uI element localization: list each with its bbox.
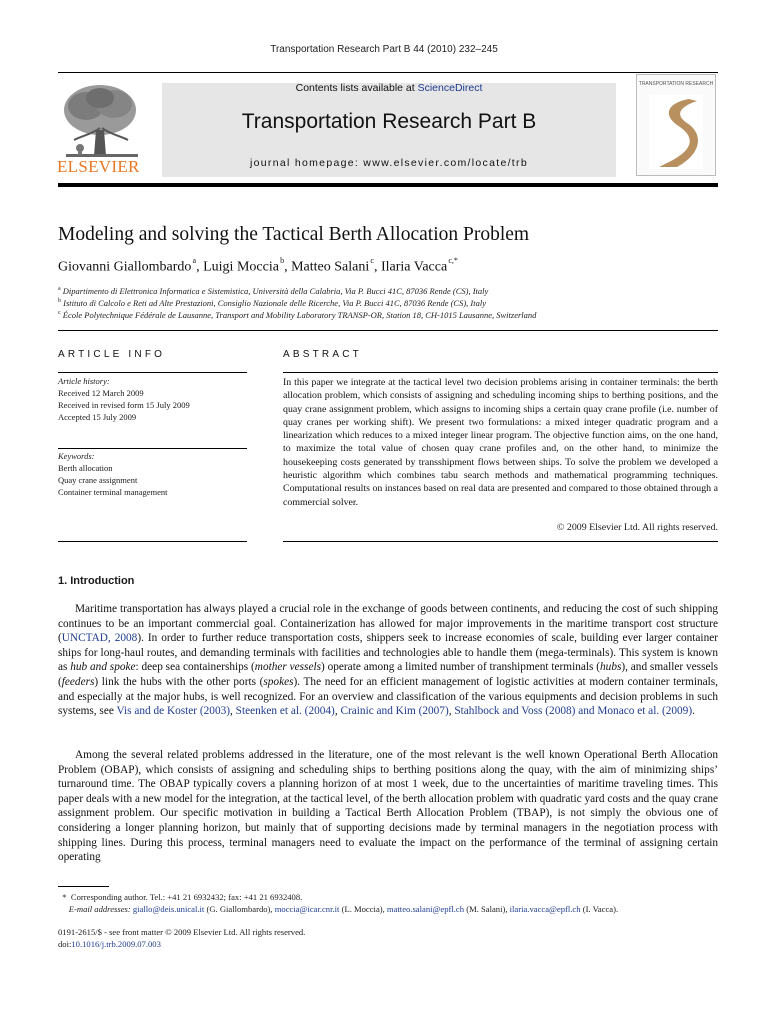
author-affiliation-mark: c bbox=[370, 256, 374, 265]
emphasis-text: feeders bbox=[61, 675, 95, 688]
cover-title: TRANSPORTATION RESEARCH bbox=[638, 81, 714, 87]
footnote-text: Corresponding author. Tel.: +41 21 6932432; fax: +41 21 6932408. bbox=[70, 892, 303, 902]
elsevier-wordmark: ELSEVIER bbox=[57, 157, 140, 176]
article-info-rule bbox=[58, 372, 247, 373]
email-owner: (M. Salani) bbox=[466, 904, 506, 914]
email-link[interactable]: ilaria.vacca@epfl.ch bbox=[509, 904, 581, 914]
citation-link[interactable]: Vis and de Koster (2003) bbox=[116, 705, 231, 718]
affiliation bbox=[58, 286, 718, 296]
citation-link[interactable]: Crainic and Kim (2007) bbox=[340, 705, 449, 718]
emphasis-text: hub and spoke bbox=[70, 661, 136, 674]
cover-road-graphic bbox=[637, 89, 715, 175]
contents-line bbox=[162, 82, 616, 94]
affiliation-text: Dipartimento di Elettronica Informatica e Sistemistica, Università della Calabria, Via P. Bucci 41C, 87036 Rende (CS), Italy bbox=[62, 286, 489, 296]
article-history-label: Article history: bbox=[58, 376, 110, 386]
history-item: Received 12 March 2009 bbox=[58, 388, 144, 398]
doi-prefix: doi: bbox=[58, 939, 72, 949]
text-run: , bbox=[448, 705, 455, 718]
email-link[interactable]: giallo@deis.unical.it bbox=[132, 904, 205, 914]
abstract-rule bbox=[283, 541, 718, 542]
keyword: Berth allocation bbox=[58, 463, 113, 473]
introduction-paragraph: Among the several related problems addressed in the literature, one of the most relevant is the well known Operational Berth Allocation Problem (OBAP), which consists of assigning and scheduling ships to berthing positions along the quay, with the aim of minimizing ships’ turnaround time. The OBAP typically covers a planning horizon of at most 1 week, due to the uncertainties of maritime traveling times. This paper deals with a new model for the integration, at the tactical level, of the berth allocation problem with quadratic yard costs and the quay crane assignment problem. Our specific motivation in building a Tactical Berth Allocation Problem (TBAP), is not simply the obvious one of considering a longer planning horizon, but mainly that of supporting decisions made by terminal managers in the negotiation process with shipping lines. During this process, terminal managers need to evaluate the impact on the performance of the terminal of assigning certain operating bbox=[58, 749, 718, 864]
introduction-paragraph bbox=[58, 602, 718, 719]
text-run: , bbox=[230, 705, 236, 718]
citation-link[interactable]: Stahlbock and Voss (2008) and Monaco et al. (2009) bbox=[454, 705, 693, 718]
abstract-rule bbox=[283, 372, 718, 373]
affiliation-mark: b bbox=[58, 298, 61, 305]
corresponding-author-footnote bbox=[58, 892, 718, 902]
text-run: . bbox=[692, 705, 695, 718]
introduction-heading: 1. Introduction bbox=[58, 575, 135, 587]
abstract-text: In this paper we integrate at the tactical level two decision problems arising in container terminals: the berth allocation problem, which consists of assigning and scheduling incoming ships to berthing positions, and the quay crane assignment problem, which assigns to incoming ships a certain quay crane profile (i.e. number of quay cranes per working shift). We present two formulations: a mixed integer quadratic program and a linearization which reduces to a mixed integer linear program. The objective function aims, on the one hand, to maximize the total value of chosen quay crane profiles and, on the other hand, to minimize the housekeeping costs generated by transshipment flows between ships. To solve the problem we developed a heuristic algorithm which combines tabu search methods and mathematical programming techniques. Computational results on instances based on real data are presented and compared to those obtained through a commercial solver. bbox=[283, 377, 718, 508]
email-link[interactable]: matteo.salani@epfl.ch bbox=[386, 904, 465, 914]
email-owner: (G. Giallombardo) bbox=[206, 904, 271, 914]
header-rule bbox=[58, 72, 718, 73]
abstract-heading: ABSTRACT bbox=[283, 349, 362, 360]
text-run: ), and smaller vessels ( bbox=[58, 661, 719, 688]
doi-line bbox=[58, 939, 161, 949]
author-name[interactable]: Giovanni Giallombardo bbox=[58, 259, 192, 275]
author-name[interactable]: Matteo Salani bbox=[291, 259, 370, 275]
journal-cover-thumbnail bbox=[636, 74, 716, 176]
author-name[interactable]: Luigi Moccia bbox=[203, 259, 279, 275]
front-matter-line: 0191-2615/$ - see front matter © 2009 Elsevier Ltd. All rights reserved. bbox=[58, 927, 306, 937]
affiliation bbox=[58, 298, 718, 308]
text-run: ). In order to further reduce transportation costs, shippers seek to increase economies of scale, building ever larger container ships for long-haul routes, and demanding terminals with facilities and technologies able to handle them (mega-terminals). This system is known as bbox=[58, 632, 718, 674]
text-run: , bbox=[334, 705, 341, 718]
abstract-copyright: © 2009 Elsevier Ltd. All rights reserved. bbox=[556, 522, 718, 533]
history-item: Accepted 15 July 2009 bbox=[58, 412, 137, 422]
keyword: Quay crane assignment bbox=[58, 475, 138, 485]
keywords-label: Keywords: bbox=[58, 451, 95, 461]
email-label: E-mail addresses: bbox=[68, 904, 131, 914]
doi-link[interactable]: 10.1016/j.trb.2009.07.003 bbox=[71, 939, 161, 949]
author-affiliation-mark: b bbox=[280, 256, 285, 265]
text-run: ) link the hubs with the other ports ( bbox=[94, 675, 264, 688]
text-run: : deep sea containerships ( bbox=[135, 661, 255, 674]
citation-link[interactable]: UNCTAD, 2008 bbox=[61, 632, 138, 645]
email-owner: (I. Vacca). bbox=[582, 904, 619, 914]
journal-citation: Transportation Research Part B 44 (2010) 232–245 bbox=[270, 44, 498, 55]
journal-homepage[interactable]: journal homepage: www.elsevier.com/locate/trb bbox=[250, 157, 528, 169]
journal-title: Transportation Research Part B bbox=[241, 110, 537, 133]
text-run: Maritime transportation has always played a crucial role in the exchange of goods between continents, and reducing the cost of such shipping continues to be an important commercial goal. Containerization has allowed for major improvements in the maritime transport cost structure ( bbox=[58, 603, 718, 645]
text-run: ). The need for an efficient management of logistic activities at modern container terminals, and especially at the major hubs, is well recognized. For an overview and classification of the various equipments and decision problems in such systems, see bbox=[58, 675, 718, 718]
affiliation bbox=[58, 310, 718, 320]
section-rule bbox=[58, 330, 718, 331]
emphasis-text: spokes bbox=[263, 675, 294, 688]
emphasis-text: hubs bbox=[600, 661, 622, 674]
text-run: ) operate among a limited number of transhipment terminals ( bbox=[321, 661, 601, 674]
paper-title: Modeling and solving the Tactical Berth Allocation Problem bbox=[58, 224, 530, 245]
citation-link[interactable]: Steenken et al. (2004) bbox=[235, 705, 335, 718]
article-info-rule bbox=[58, 541, 247, 542]
article-info-heading: ARTICLE INFO bbox=[58, 349, 166, 360]
affiliation-text: École Polytechnique Fédérale de Lausanne, Transport and Mobility Laboratory TRANSP-OR, Station 18, CH-1015 Lausanne, Switzerland bbox=[62, 310, 537, 320]
header-thick-rule bbox=[58, 183, 718, 187]
affiliation-text: Istituto di Calcolo e Reti ad Alte Prestazioni, Consiglio Nazionale delle Ricerche, Via P. Bucci 41C, 87036 Rende (CS), Italy bbox=[63, 298, 487, 308]
email-footnote: E-mail addresses: giallo@deis.unical.it (G. Giallombardo), moccia@icar.cnr.it (L. Moccia), matteo.salani@epfl.ch (M. Salani), ilaria.vacca@epfl.ch (I. Vacca). bbox=[68, 904, 619, 914]
author-list: Giovanni Giallombardo $^a$, Luigi Moccia $^b$, Matteo Salani $^c$, Ilaria Vacca $^{c,*}$ bbox=[58, 256, 458, 275]
affiliation-mark: a bbox=[58, 286, 61, 293]
contents-prefix: Contents lists available at bbox=[295, 82, 418, 94]
history-item: Received in revised form 15 July 2009 bbox=[58, 400, 190, 410]
sciencedirect-link[interactable]: ScienceDirect bbox=[417, 82, 483, 94]
footnote-rule bbox=[58, 886, 109, 887]
author-affiliation-mark: c,* bbox=[448, 256, 458, 265]
article-info-rule bbox=[58, 448, 247, 449]
affiliation-mark: c bbox=[58, 310, 61, 317]
author-name[interactable]: Ilaria Vacca bbox=[380, 259, 448, 275]
asterisk-mark: * bbox=[58, 892, 71, 902]
email-owner: (L. Moccia) bbox=[341, 904, 383, 914]
author-affiliation-mark: a bbox=[192, 256, 197, 265]
email-link[interactable]: moccia@icar.cnr.it bbox=[274, 904, 340, 914]
keyword: Container terminal management bbox=[58, 487, 168, 497]
emphasis-text: mother vessels bbox=[254, 661, 322, 674]
